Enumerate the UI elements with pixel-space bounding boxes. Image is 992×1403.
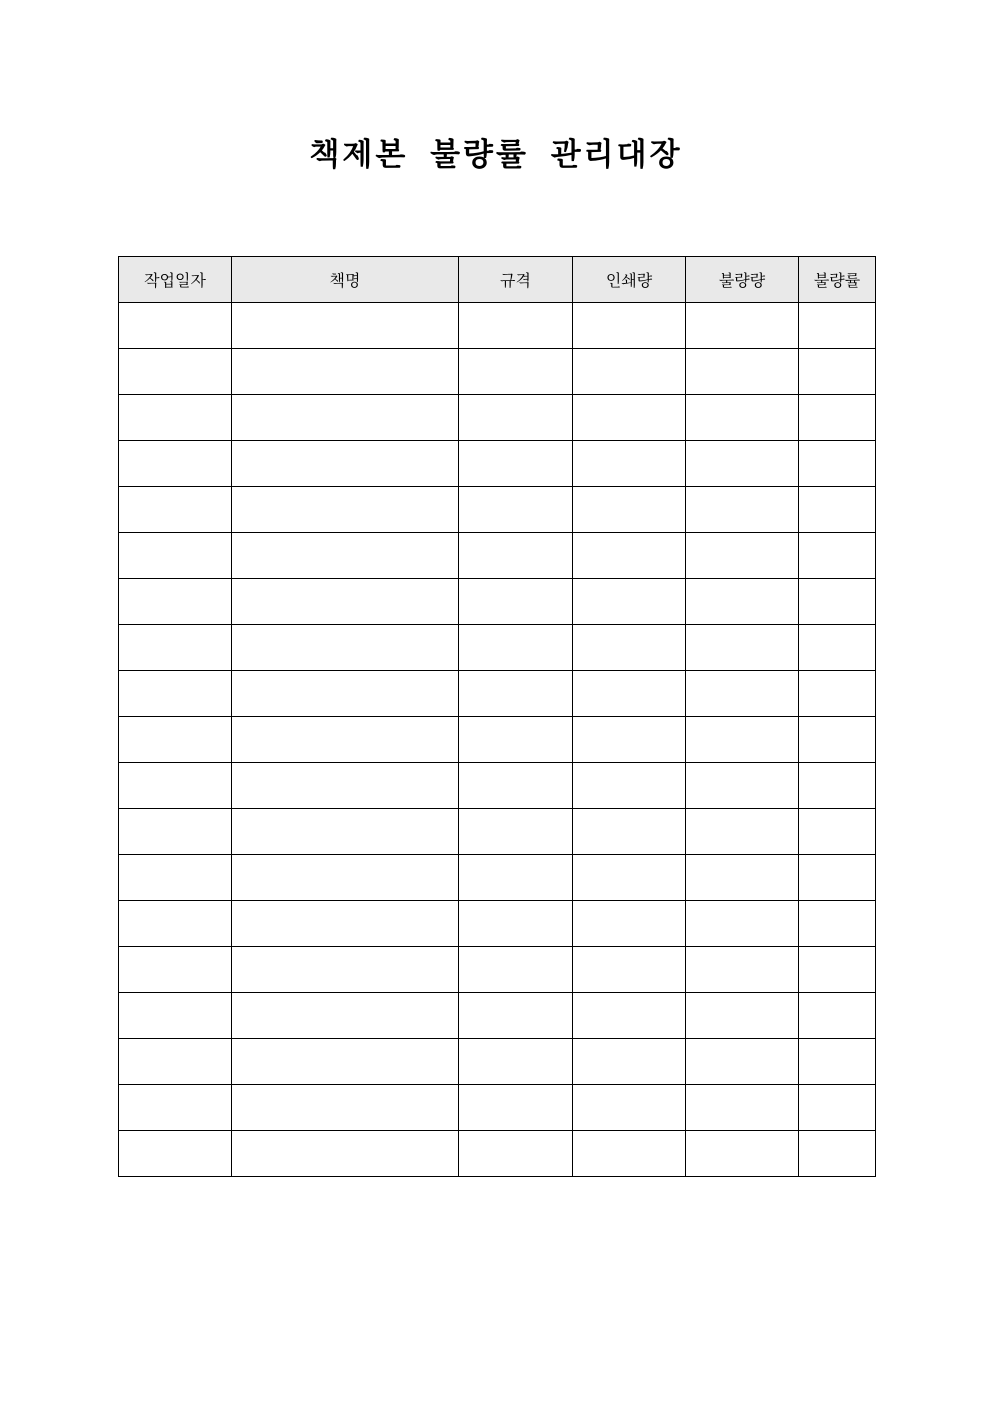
cell-defect-quantity[interactable] [686,625,799,671]
cell-print-quantity[interactable] [573,1039,686,1085]
cell-print-quantity[interactable] [573,625,686,671]
cell-print-quantity[interactable] [573,855,686,901]
cell-defect-rate[interactable] [799,303,876,349]
cell-work-date[interactable] [119,763,232,809]
cell-print-quantity[interactable] [573,349,686,395]
cell-work-date[interactable] [119,625,232,671]
table-body [119,303,876,1177]
cell-work-date[interactable] [119,1039,232,1085]
cell-book-title[interactable] [232,1131,459,1177]
table-row [119,1039,876,1085]
cell-work-date[interactable] [119,533,232,579]
cell-work-date[interactable] [119,671,232,717]
cell-defect-quantity[interactable] [686,809,799,855]
cell-defect-rate[interactable] [799,901,876,947]
cell-specification[interactable] [459,993,573,1039]
cell-work-date[interactable] [119,487,232,533]
cell-defect-rate[interactable] [799,625,876,671]
cell-work-date[interactable] [119,1085,232,1131]
cell-defect-rate[interactable] [799,487,876,533]
cell-work-date[interactable] [119,395,232,441]
table-row [119,349,876,395]
cell-work-date[interactable] [119,303,232,349]
cell-work-date[interactable] [119,855,232,901]
header-defect-quantity: 불량량 [686,257,799,303]
cell-defect-rate[interactable] [799,671,876,717]
cell-defect-quantity[interactable] [686,533,799,579]
cell-print-quantity[interactable] [573,395,686,441]
cell-defect-quantity[interactable] [686,487,799,533]
cell-specification[interactable] [459,395,573,441]
cell-specification[interactable] [459,671,573,717]
cell-print-quantity[interactable] [573,533,686,579]
table-row [119,993,876,1039]
table-row [119,395,876,441]
header-work-date: 작업일자 [119,257,232,303]
cell-book-title[interactable] [232,303,459,349]
cell-defect-quantity[interactable] [686,303,799,349]
cell-print-quantity[interactable] [573,717,686,763]
cell-defect-rate[interactable] [799,1039,876,1085]
table-row [119,763,876,809]
cell-work-date[interactable] [119,1131,232,1177]
cell-book-title[interactable] [232,1085,459,1131]
table-row [119,1085,876,1131]
cell-defect-rate[interactable] [799,993,876,1039]
cell-work-date[interactable] [119,717,232,763]
cell-work-date[interactable] [119,901,232,947]
cell-specification[interactable] [459,579,573,625]
cell-defect-rate[interactable] [799,717,876,763]
cell-work-date[interactable] [119,579,232,625]
cell-defect-rate[interactable] [799,441,876,487]
header-book-title: 책명 [232,257,459,303]
cell-defect-quantity[interactable] [686,855,799,901]
cell-defect-quantity[interactable] [686,349,799,395]
cell-defect-quantity[interactable] [686,993,799,1039]
cell-defect-rate[interactable] [799,763,876,809]
cell-defect-rate[interactable] [799,533,876,579]
cell-specification[interactable] [459,855,573,901]
table-row [119,901,876,947]
header-specification: 규격 [459,257,573,303]
cell-defect-quantity[interactable] [686,1085,799,1131]
table-row [119,441,876,487]
cell-work-date[interactable] [119,441,232,487]
cell-defect-rate[interactable] [799,349,876,395]
cell-defect-quantity[interactable] [686,671,799,717]
cell-defect-quantity[interactable] [686,901,799,947]
header-print-quantity: 인쇄량 [573,257,686,303]
cell-defect-rate[interactable] [799,1131,876,1177]
cell-defect-rate[interactable] [799,395,876,441]
cell-specification[interactable] [459,487,573,533]
cell-specification[interactable] [459,901,573,947]
cell-book-title[interactable] [232,855,459,901]
cell-print-quantity[interactable] [573,579,686,625]
cell-print-quantity[interactable] [573,809,686,855]
cell-specification[interactable] [459,303,573,349]
cell-defect-rate[interactable] [799,947,876,993]
cell-specification[interactable] [459,1131,573,1177]
table-row [119,947,876,993]
cell-book-title[interactable] [232,349,459,395]
cell-specification[interactable] [459,809,573,855]
table-row [119,579,876,625]
cell-defect-quantity[interactable] [686,763,799,809]
table-row [119,717,876,763]
cell-book-title[interactable] [232,809,459,855]
table-header-row [119,257,876,303]
cell-specification[interactable] [459,947,573,993]
cell-defect-rate[interactable] [799,855,876,901]
cell-specification[interactable] [459,349,573,395]
table-row [119,625,876,671]
cell-specification[interactable] [459,441,573,487]
cell-defect-rate[interactable] [799,809,876,855]
cell-defect-quantity[interactable] [686,1131,799,1177]
cell-defect-quantity[interactable] [686,579,799,625]
table-row [119,487,876,533]
cell-specification[interactable] [459,763,573,809]
cell-book-title[interactable] [232,625,459,671]
cell-work-date[interactable] [119,993,232,1039]
cell-book-title[interactable] [232,395,459,441]
table-row [119,671,876,717]
cell-print-quantity[interactable] [573,993,686,1039]
table-row [119,855,876,901]
table-row [119,533,876,579]
cell-specification[interactable] [459,1085,573,1131]
cell-specification[interactable] [459,533,573,579]
table-row [119,1131,876,1177]
defect-rate-ledger-table [118,256,876,1177]
cell-print-quantity[interactable] [573,441,686,487]
cell-defect-rate[interactable] [799,1085,876,1131]
cell-print-quantity[interactable] [573,947,686,993]
cell-defect-quantity[interactable] [686,717,799,763]
cell-print-quantity[interactable] [573,671,686,717]
cell-specification[interactable] [459,625,573,671]
cell-print-quantity[interactable] [573,901,686,947]
cell-book-title[interactable] [232,487,459,533]
cell-book-title[interactable] [232,901,459,947]
cell-book-title[interactable] [232,533,459,579]
cell-work-date[interactable] [119,947,232,993]
cell-print-quantity[interactable] [573,1085,686,1131]
cell-book-title[interactable] [232,947,459,993]
cell-defect-quantity[interactable] [686,441,799,487]
cell-print-quantity[interactable] [573,1131,686,1177]
header-defect-rate: 불량률 [799,257,876,303]
cell-print-quantity[interactable] [573,763,686,809]
cell-book-title[interactable] [232,441,459,487]
cell-book-title[interactable] [232,579,459,625]
cell-defect-quantity[interactable] [686,1039,799,1085]
cell-print-quantity[interactable] [573,487,686,533]
cell-work-date[interactable] [119,349,232,395]
table-row [119,303,876,349]
cell-print-quantity[interactable] [573,303,686,349]
document-title: 책제본 불량률 관리대장 [309,137,683,173]
cell-specification[interactable] [459,1039,573,1085]
cell-book-title[interactable] [232,671,459,717]
cell-specification[interactable] [459,717,573,763]
cell-book-title[interactable] [232,717,459,763]
cell-defect-rate[interactable] [799,579,876,625]
table-row [119,809,876,855]
cell-book-title[interactable] [232,993,459,1039]
cell-book-title[interactable] [232,763,459,809]
cell-defect-quantity[interactable] [686,395,799,441]
cell-defect-quantity[interactable] [686,947,799,993]
cell-work-date[interactable] [119,809,232,855]
cell-book-title[interactable] [232,1039,459,1085]
